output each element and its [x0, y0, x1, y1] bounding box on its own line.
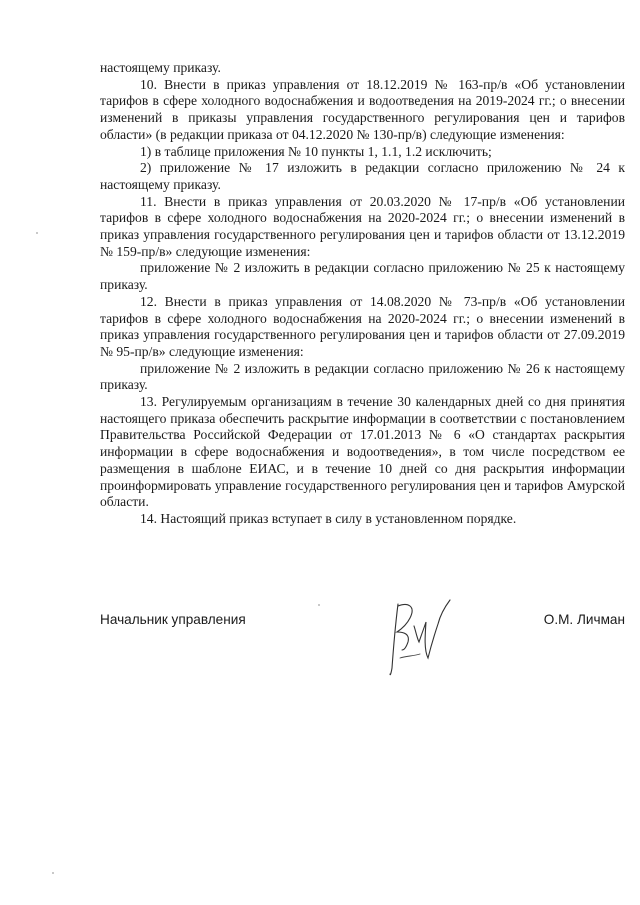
signatory-name: О.М. Личман — [543, 612, 625, 627]
paragraph-item-11: 11. Внести в приказ управления от 20.03.2020 № 17-пр/в «Об установлении тарифов в сфере холодного водоснабжения на 2020-2024 гг.; о внесении изменений в приказ управления государственного регулирования цен и тарифов области от 13.12.2019 № 159-пр/в» следующие изменения: — [100, 193, 625, 259]
document-body — [100, 60, 625, 528]
paragraph-item-10-sub-2: 2) приложение № 17 изложить в редакции согласно приложению № 24 к настоящему приказу. — [100, 160, 625, 192]
scan-speck — [52, 872, 54, 874]
paragraph-continuation: настоящему приказу. — [100, 60, 221, 75]
paragraph-item-12: 12. Внести в приказ управления от 14.08.2020 № 73-пр/в «Об установлении тарифов в сфере холодного водоснабжения на 2020-2024 гг.; о внесении изменений в приказ управления государственного регулирования цен и тарифов области от 27.09.2019 № 95-пр/в» следующие изменения: — [100, 293, 625, 359]
signature-block — [100, 612, 625, 636]
paragraph-item-10: 10. Внести в приказ управления от 18.12.2019 № 163-пр/в «Об установлении тарифов в сфере холодного водоснабжения и водоотведения на 2019-2024 гг.; о внесении изменений в приказы управления государственного регулирования цен и тарифов области» (в редакции приказа от 04.12.2020 № 130-пр/в) следующие изменения: — [100, 76, 625, 142]
paragraph-item-12-sub: приложение № 2 изложить в редакции согласно приложению № 26 к настоящему приказу. — [100, 360, 625, 393]
scan-speck — [318, 604, 320, 606]
paragraph-item-10-sub-1: 1) в таблице приложения № 10 пункты 1, 1.1, 1.2 исключить; — [140, 143, 492, 159]
signatory-position: Начальник управления — [100, 612, 246, 627]
handwritten-signature — [370, 592, 470, 682]
paragraph-item-11-sub: приложение № 2 изложить в редакции согласно приложению № 25 к настоящему приказу. — [100, 260, 625, 293]
paragraph-item-14: 14. Настоящий приказ вступает в силу в установленном порядке. — [140, 510, 517, 526]
scan-speck — [36, 232, 38, 234]
paragraph-item-13: 13. Регулируемым организациям в течение 30 календарных дней со дня принятия настоящего приказа обеспечить раскрытие информации в соответствии с постановлением Правительства Российской Федерации от 17.01.2013 № 6 «О стандартах раскрытия информации в сфере водоснабжения и водоотведения», в том числе посредством ее размещения в шаблоне ЕИАС, и в течение 10 дней со дня раскрытия информации проинформировать управление государственного регулирования цен и тарифов Амурской области. — [100, 394, 625, 510]
